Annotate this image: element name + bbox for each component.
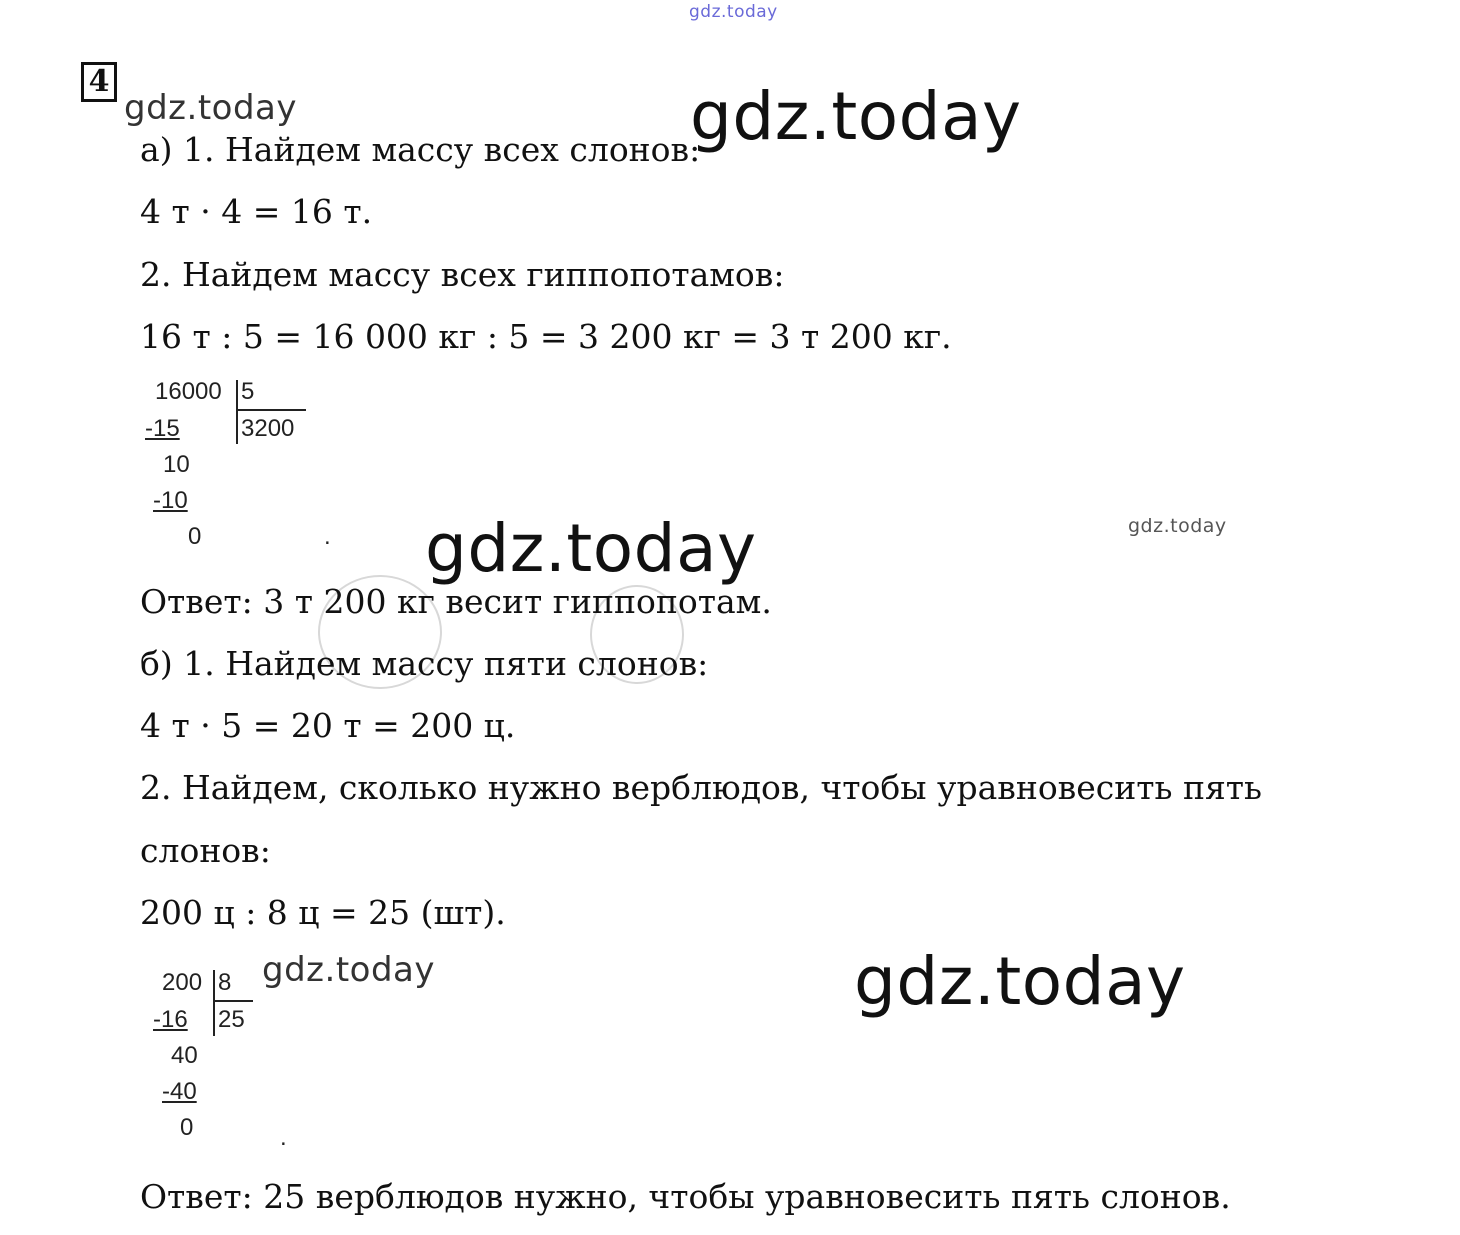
part-b-step1: б) 1. Найдем массу пяти слонов: [140,644,709,683]
division-b-divisor: 8 [218,969,232,996]
part-b-step2-line1: 2. Найдем, сколько нужно верблюдов, чтобы уравновесить пять [140,768,1263,807]
division-a-dot: . [324,523,331,550]
watermark-big-1: gdz.today [690,78,1022,155]
division-b-quotient: 25 [218,1006,245,1033]
watermark-small-1: gdz.today [124,88,297,128]
task-number-box: 4 [81,62,117,102]
watermark-big-3: gdz.today [854,943,1186,1020]
division-a-row: 10 [163,451,190,478]
division-a-quotient: 3200 [241,415,295,442]
division-b-horizontal-line [213,1000,253,1002]
division-b-row: -16 [153,1006,188,1033]
part-a-calc2: 16 т : 5 = 16 000 кг : 5 = 3 200 кг = 3 т 200 кг. [140,317,952,356]
division-b-row: 40 [171,1042,198,1069]
part-a-step1: а) 1. Найдем массу всех слонов: [140,130,701,169]
part-b-calc1: 4 т · 5 = 20 т = 200 ц. [140,706,516,745]
division-a-row: 0 [188,523,202,550]
division-b-row: -40 [162,1078,197,1105]
watermark-big-2: gdz.today [425,510,757,587]
watermark-top: gdz.today [689,2,778,22]
part-b-answer: Ответ: 25 верблюдов нужно, чтобы уравновесить пять слонов. [140,1177,1231,1216]
part-a-calc1: 4 т · 4 = 16 т. [140,192,373,231]
division-b-dividend: 200 [162,969,203,996]
division-a-vertical-line [236,380,238,444]
part-b-step2-line2: слонов: [140,831,271,870]
part-a-step2: 2. Найдем массу всех гиппопотамов: [140,255,785,294]
division-b-vertical-line [213,970,215,1036]
watermark-tiny: gdz.today [1128,515,1227,537]
division-a-row: -10 [153,487,188,514]
part-b-calc2: 200 ц : 8 ц = 25 (шт). [140,893,506,932]
division-a-row: -15 [145,415,180,442]
part-a-answer: Ответ: 3 т 200 кг весит гиппопотам. [140,582,772,621]
division-a-divisor: 5 [241,378,255,405]
watermark-small-2: gdz.today [262,950,435,990]
division-a-dividend: 16000 [155,378,222,405]
division-a-horizontal-line [236,409,306,411]
division-b-dot: . [280,1124,287,1151]
division-b-row: 0 [180,1114,194,1141]
